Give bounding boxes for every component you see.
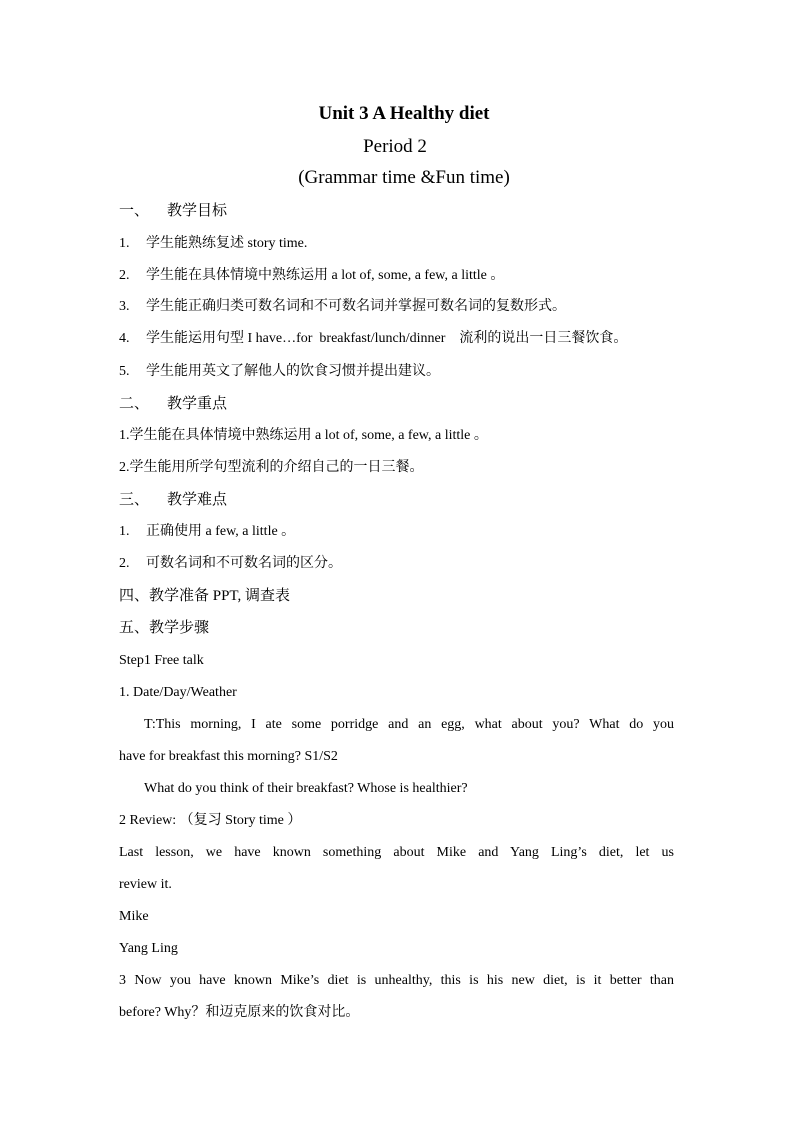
goal-item xyxy=(119,234,674,254)
paragraph-line: before? Why？和迈克原来的饮食对比。 xyxy=(119,1005,360,1020)
section-label: 教学目标 xyxy=(167,203,228,219)
paragraph-line: have for breakfast this morning? S1/S2 xyxy=(119,749,338,764)
item-number: 5. xyxy=(119,364,130,379)
item-text: 正确使用 a few, a little 。 xyxy=(146,524,296,539)
paragraph-line: T:This morning, I ate some porridge and an egg, what about you? What do you xyxy=(144,717,674,732)
key-point-item: 1.学生能在具体情境中熟练运用 a lot of, some, a few, a little 。 xyxy=(119,428,488,443)
section-heading-preparation: 四、教学准备 PPT, 调查表 xyxy=(119,588,290,604)
paragraph-line: review it. xyxy=(119,877,172,892)
step-subheading: 1. Date/Day/Weather xyxy=(119,685,237,700)
item-text: 可数名词和不可数名词的区分。 xyxy=(146,556,342,571)
name-label: Yang Ling xyxy=(119,941,178,956)
difficulty-item xyxy=(119,554,674,574)
doc-period xyxy=(0,136,794,158)
item-text: 学生能熟练复述 story time. xyxy=(146,236,308,251)
doc-subtitle-text: (Grammar time &Fun time) xyxy=(298,167,510,188)
paragraph-line: What do you think of their breakfast? Whose is healthier? xyxy=(144,781,468,796)
paragraph-line: Last lesson, we have known something about Mike and Yang Ling’s diet, let us xyxy=(119,845,674,860)
goal-item xyxy=(119,297,674,317)
item-number: 3. xyxy=(119,299,130,314)
section-heading-key-points xyxy=(119,394,674,414)
goal-item xyxy=(119,329,674,349)
item-text: 学生能运用句型 I have…for breakfast/lunch/dinner 流利的说出一日三餐饮食。 xyxy=(146,331,628,346)
item-text: 学生能用英文了解他人的饮食习惯并提出建议。 xyxy=(146,364,440,379)
section-heading-steps: 五、教学步骤 xyxy=(119,620,210,636)
item-text: 学生能正确归类可数名词和不可数名词并掌握可数名词的复数形式。 xyxy=(146,299,566,314)
section-label: 教学难点 xyxy=(167,492,228,508)
doc-title xyxy=(0,103,794,125)
item-number: 4. xyxy=(119,331,130,346)
doc-period-text: Period 2 xyxy=(363,136,427,157)
name-label: Mike xyxy=(119,909,149,924)
doc-subtitle xyxy=(0,167,794,189)
section-marker: 三、 xyxy=(119,492,150,508)
goal-item xyxy=(119,362,674,382)
section-heading-difficulties xyxy=(119,490,674,510)
paragraph-line: 3 Now you have known Mike’s diet is unhealthy, this is his new diet, is it better than xyxy=(119,973,674,988)
item-text: 学生能在具体情境中熟练运用 a lot of, some, a few, a little 。 xyxy=(146,268,505,283)
section-label: 教学重点 xyxy=(167,396,228,412)
key-point-item: 2.学生能用所学句型流利的介绍自己的一日三餐。 xyxy=(119,460,424,475)
difficulty-item xyxy=(119,522,674,542)
item-number: 2. xyxy=(119,268,130,283)
step-subheading: 2 Review: （复习 Story time ） xyxy=(119,813,302,828)
section-marker: 二、 xyxy=(119,396,150,412)
section-heading-goals xyxy=(119,201,674,221)
goal-item xyxy=(119,266,674,286)
item-number: 1. xyxy=(119,236,130,251)
item-number: 2. xyxy=(119,556,130,571)
section-marker: 一、 xyxy=(119,203,150,219)
step-heading: Step1 Free talk xyxy=(119,653,204,668)
item-number: 1. xyxy=(119,524,130,539)
doc-title-text: Unit 3 A Healthy diet xyxy=(318,103,490,124)
